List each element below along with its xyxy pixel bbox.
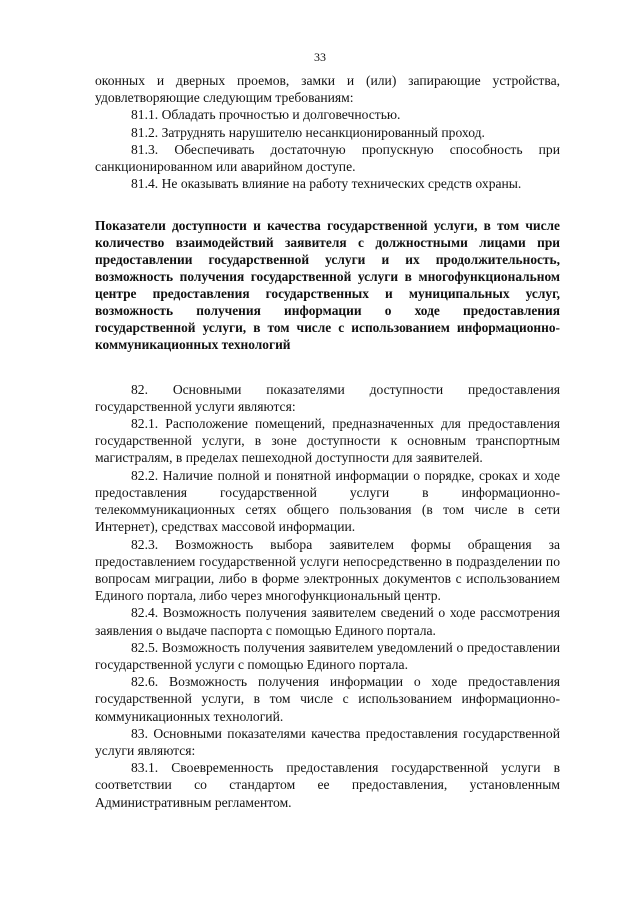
paragraph: 82.2. Наличие полной и понятной информации о порядке, сроках и ходе предоставления государственной услуги в информационно-телекоммуникационных сетях общего пользования (в том числе в сети Интернет), средствах массовой информации. bbox=[95, 467, 560, 535]
paragraph: 83. Основными показателями качества предоставления государственной услуги являются: bbox=[95, 725, 560, 758]
paragraphs-before-heading bbox=[95, 72, 560, 192]
paragraph: оконных и дверных проемов, замки и (или) запирающие устройства, удовлетворяющие следующим требованиям: bbox=[95, 73, 560, 106]
paragraph: 82.6. Возможность получения информации о ходе предоставления государственной услуги, в том числе с использованием информационно-коммуникационных технологий. bbox=[95, 674, 560, 724]
document-body bbox=[95, 72, 560, 811]
section-heading: Показатели доступности и качества государственной услуги, в том числе количество взаимодействий заявителя с должностными лицами при предоставлении государственной услуги и их продолжительность, возможность получения государственной услуги в многофункциональном центре предоставления государственных и муниципальных услуг, возможность получения информации о ходе предоставления государственной услуги, в том числе с использованием информационно-коммуникационных технологий bbox=[95, 218, 560, 352]
paragraph: 81.4. Не оказывать влияние на работу технических средств охраны. bbox=[131, 176, 522, 192]
paragraph: 82.1. Расположение помещений, предназначенных для предоставления государственной услуги, в зоне доступности к основным транспортным магистралям, в пределах пешеходной доступности для заявителей. bbox=[95, 416, 560, 466]
paragraph: 81.2. Затруднять нарушителю несанкционированный проход. bbox=[131, 124, 485, 140]
paragraph: 81.3. Обеспечивать достаточную пропускную способность при санкционированном или аварийном доступе. bbox=[95, 141, 560, 175]
paragraph: 82.3. Возможность выбора заявителем формы обращения за предоставлением государственной услуги непосредственно в подразделении по вопросам миграции, либо в форме электронных документов с использованием Единого портала, либо через многофункциональный центр. bbox=[95, 536, 560, 604]
paragraph: 82. Основными показателями доступности предоставления государственной услуги являются: bbox=[95, 381, 560, 414]
paragraph: 82.5. Возможность получения заявителем уведомлений о предоставлении государственной услуги с помощью Единого портала. bbox=[95, 639, 560, 672]
paragraphs-after-heading bbox=[95, 381, 560, 811]
paragraph: 82.4. Возможность получения заявителем сведений о ходе рассмотрения заявления о выдаче паспорта с помощью Единого портала. bbox=[95, 605, 560, 638]
page-number: 33 bbox=[314, 50, 326, 64]
paragraph: 81.1. Обладать прочностью и долговечностью. bbox=[131, 107, 401, 123]
paragraph: 83.1. Своевременность предоставления государственной услуги в соответствии со стандартом ее предоставления, установленным Административным регламентом. bbox=[95, 760, 560, 810]
